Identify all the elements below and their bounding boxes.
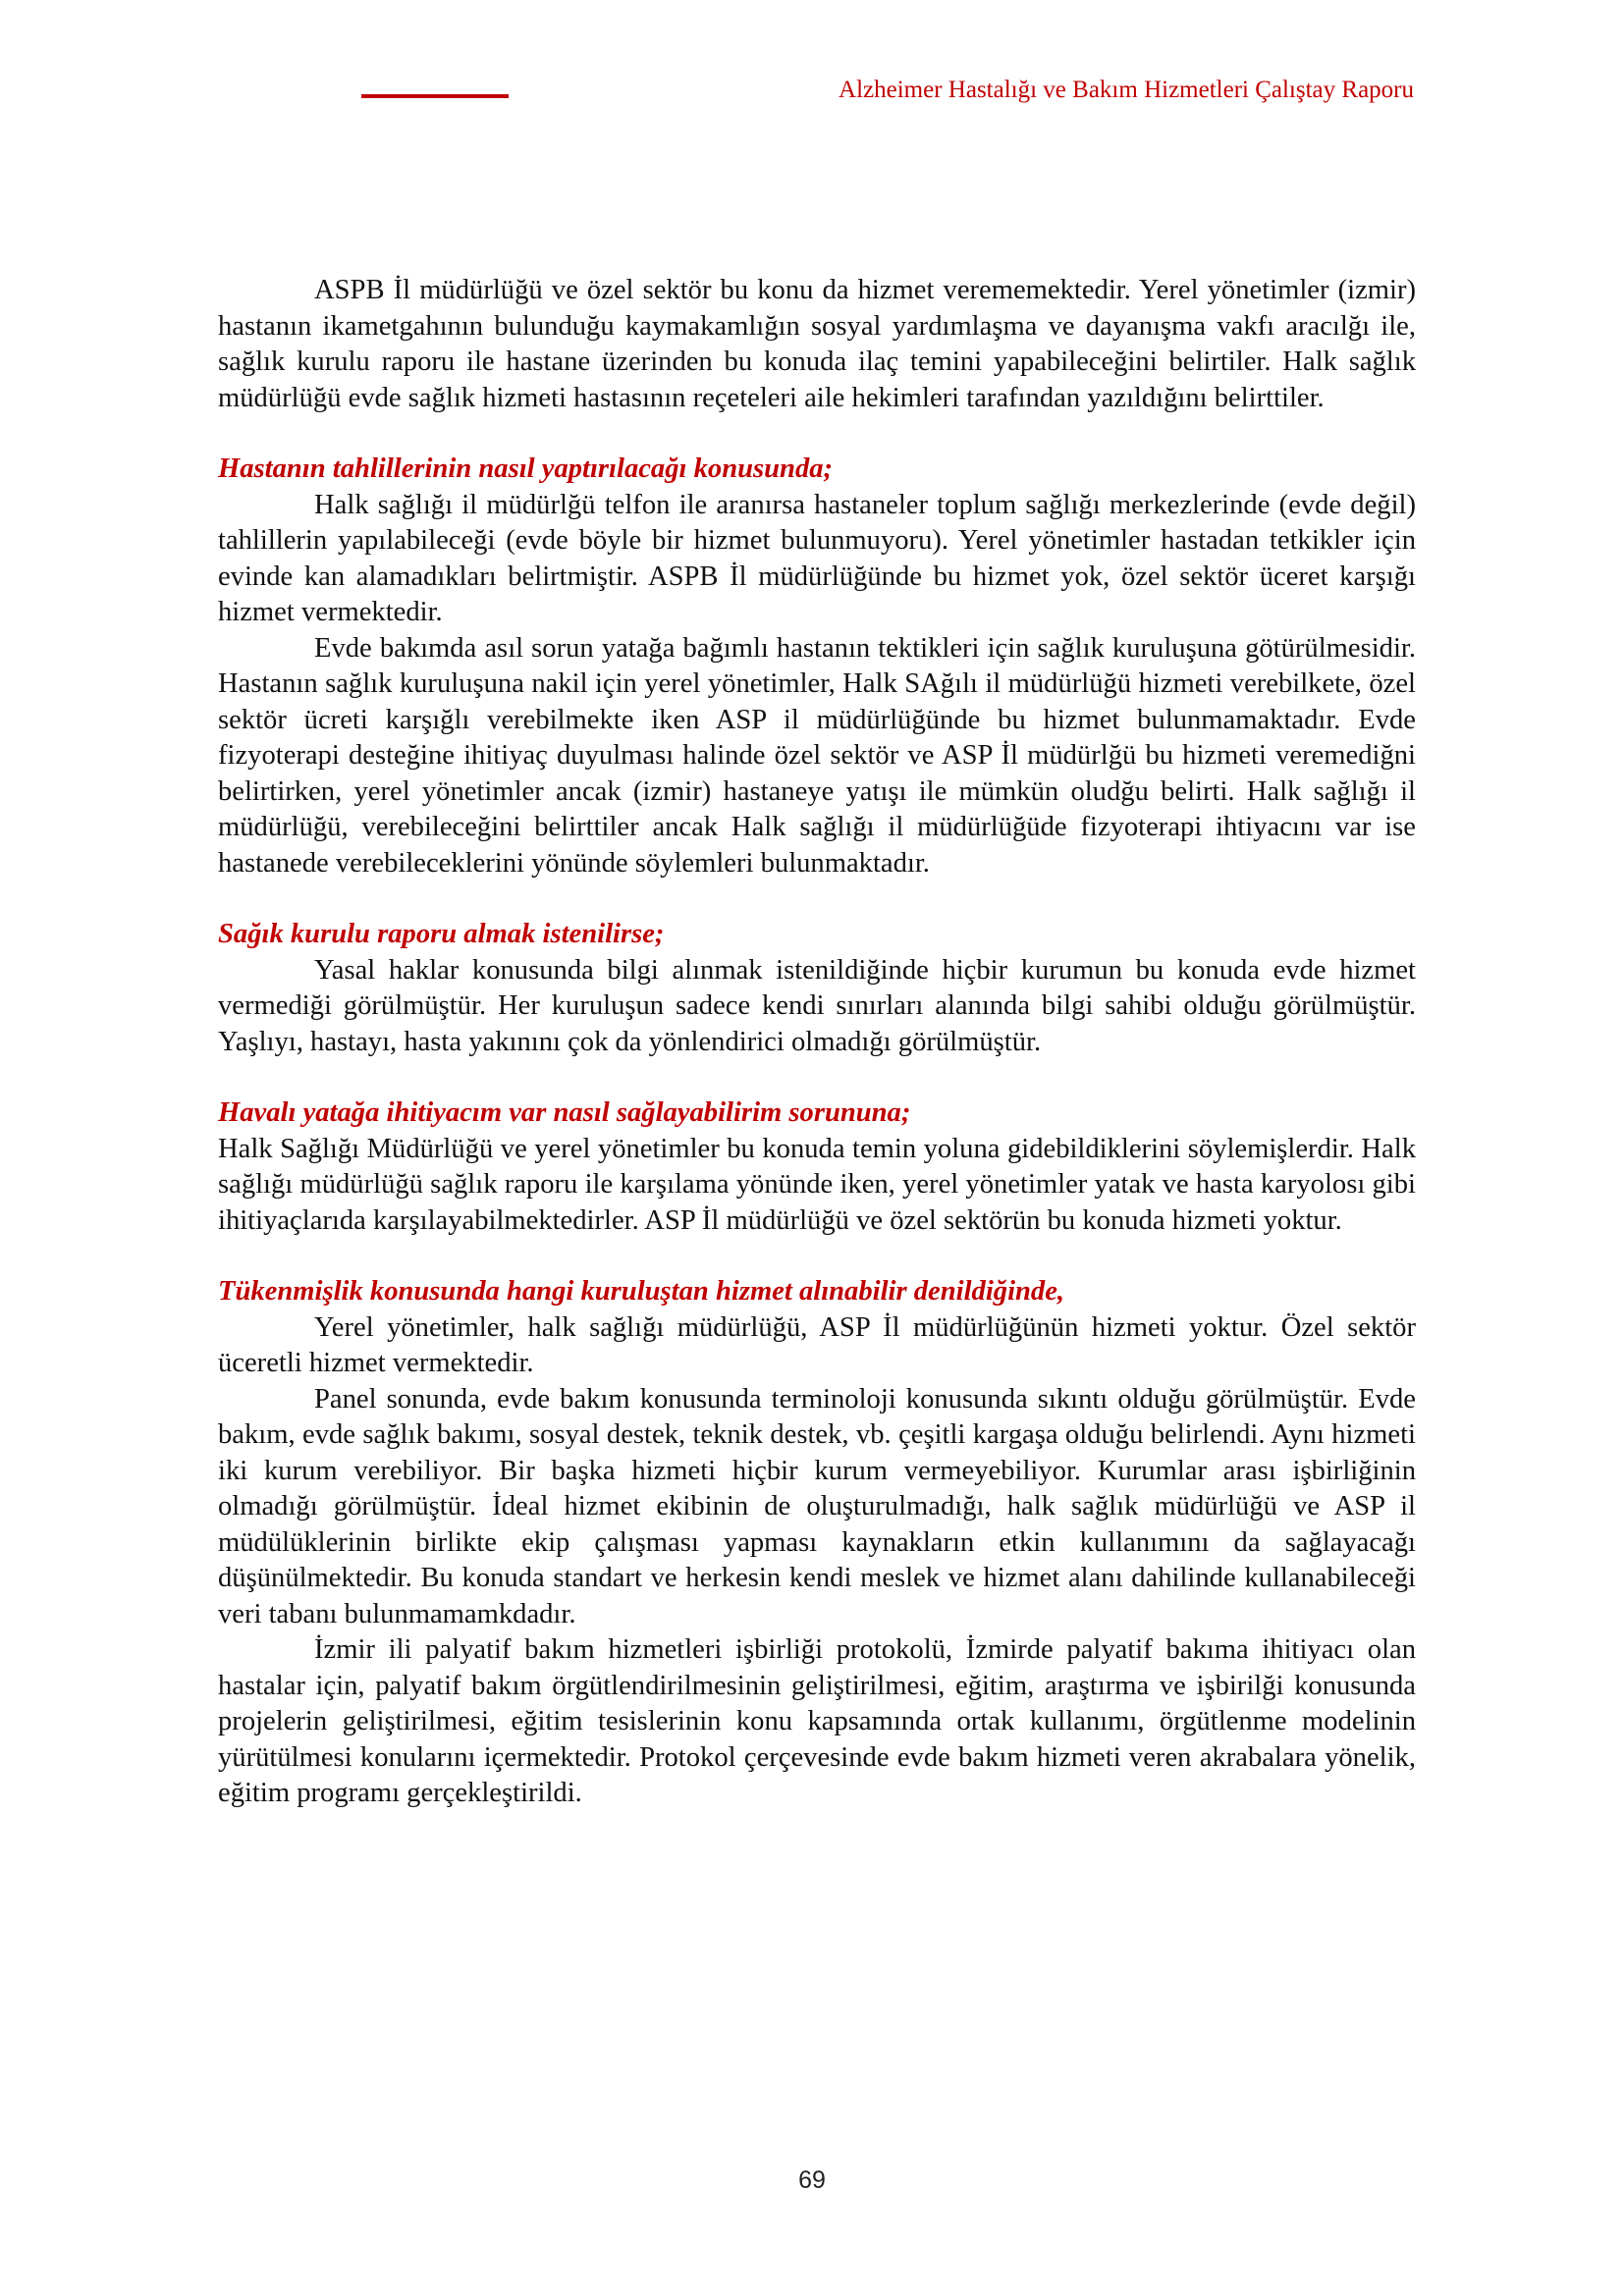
running-header-title: Alzheimer Hastalığı ve Bakım Hizmetleri Çalıştay Raporu: [839, 77, 1414, 103]
section-heading: Havalı yatağa ihitiyacım var nasıl sağlayabilirim sorununa;: [218, 1097, 911, 1128]
section-burnout: [218, 1274, 1416, 1812]
section-heading: Sağık kurulu raporu almak istenilirse;: [218, 919, 665, 949]
body-paragraph: Yerel yönetimler, halk sağlığı müdürlüğü, ASP İl müdürlüğünün hizmeti yoktur. Özel sektör üceretli hizmet vermektedir.: [218, 1311, 1416, 1378]
body-paragraph: Panel sonunda, evde bakım konusunda terminoloji konusunda sıkıntı olduğu görülmüştür. Evde bakım, evde sağlık bakımı, sosyal destek, teknik destek, vb. çeşitli kargaşa olduğu belirlendi. Aynı hizmeti iki kurum verebiliyor. Bir başka hizmeti hiçbir kurum vermeyebiliyor. Kurumlar arası işbirliğinin olmadığı görülmüştür. İdeal hizmet ekibinin de oluşturulmadığı, halk sağlık müdürlüğü ve ASP il müdülüklerinin birlikte ekip çalışması yapması kaynakların etkin kullanımını da sağlayacağı düşünülmektedir. Bu konuda standart ve herkesin kendi meslek ve hizmet alanı dahilinde kullanabileceği veri tabanı bulunmamamkdadır.: [218, 1383, 1416, 1629]
header-accent-rule: [361, 94, 509, 98]
body-paragraph: Halk sağlığı il müdürlğü telfon ile aranırsa hastaneler toplum sağlığı merkezlerinde (evde değil) tahlillerin yapılabileceği (evde böyle bir hizmet bulunmuyoru). Yerel yönetimler hastadan tetkikler için evinde kan alamadıkları belirtmiştir. ASPB İl müdürlüğünde bu hizmet yok, özel sektör üceret karşığı hizmet vermektedir.: [218, 489, 1416, 627]
page-number: 69: [798, 2166, 826, 2194]
section-heading: Hastanın tahlillerinin nasıl yaptırılacağı konusunda;: [218, 454, 834, 484]
page-body: [218, 273, 1416, 1812]
section-air-mattress: [218, 1095, 1416, 1239]
body-paragraph: Evde bakımda asıl sorun yatağa bağımlı hastanın tektikleri için sağlık kuruluşuna götürülmesidir. Hastanın sağlık kuruluşuna nakil için yerel yönetimler, Halk SAğılı il müdürlüğü hizmeti verebilkete, özel sektör ücreti karşığlı verebilmekte iken ASP il müdürlüğünde bu hizmet bulunmamaktadır. Evde fizyoterapi desteğine ihitiyaç duyulması halinde özel sektör ve ASP İl müdürlğü bu hizmeti veremediğni belirtirken, yerel yönetimler ancak (izmir) hastaneye yatışı ile mümkün oludğu belirti. Halk sağlığı il müdürlüğü, verebileceğini belirttiler ancak Halk sağlığı il müdürlüğüde fizyoterapi ihtiyacını var ise hastanede verebileceklerini yönünde söylemleri bulunmaktadır.: [218, 632, 1416, 879]
section-heading: Tükenmişlik konusunda hangi kuruluştan hizmet alınabilir denildiğinde,: [218, 1276, 1065, 1307]
body-paragraph: Yasal haklar konusunda bilgi alınmak istenildiğinde hiçbir kurumun bu konuda evde hizmet vermediği görülmüştür. Her kuruluşun sadece kendi sınırları alanında bilgi sahibi olduğu görülmüştür. Yaşlıyı, hastayı, hasta yakınını çok da yönlendirici olmadığı görülmüştür.: [218, 954, 1416, 1057]
section-lab-tests: [218, 452, 1416, 881]
body-paragraph: Halk Sağlığı Müdürlüğü ve yerel yönetimler bu konuda temin yoluna gidebildiklerini söylemişlerdir. Halk sağlığı müdürlüğü sağlık raporu ile karşılama yönünde iken, yerel yönetimler yatak ve hasta karyolosı gibi ihitiyaçlarıda karşılayabilmektedirler. ASP İl müdürlüğü ve özel sektörün bu konuda hizmeti yoktur.: [218, 1133, 1416, 1236]
body-paragraph: İzmir ili palyatif bakım hizmetleri işbirliği protokolü, İzmirde palyatif bakıma ihitiyacı olan hastalar için, palyatif bakım örgütlendirilmesinin geliştirilmesi, eğitim, araştırma ve işbirilği konusunda projelerin geliştirilmesi, eğitim tesislerinin konu kapsamında ortak kullanımı, örgütlenme modelinin yürütülmesi konularını içermektedir. Protokol çerçevesinde evde bakım hizmeti veren akrabalara yönelik, eğitim programı gerçekleştirildi.: [218, 1634, 1416, 1808]
section-health-report: [218, 917, 1416, 1060]
intro-paragraph: ASPB İl müdürlüğü ve özel sektör bu konu da hizmet verememektedir. Yerel yönetimler (izmir) hastanın ikametgahının bulunduğu kaymakamlığın sosyal yardımlaşma ve dayanışma vakfı aracılğı ile, sağlık kurulu raporu ile hastane üzerinden bu konuda ilaç temini yapabileceğini belirtiler. Halk sağlık müdürlüğü evde sağlık hizmeti hastasının reçeteleri aile hekimleri tarafından yazıldığını belirttiler.: [218, 275, 1416, 413]
